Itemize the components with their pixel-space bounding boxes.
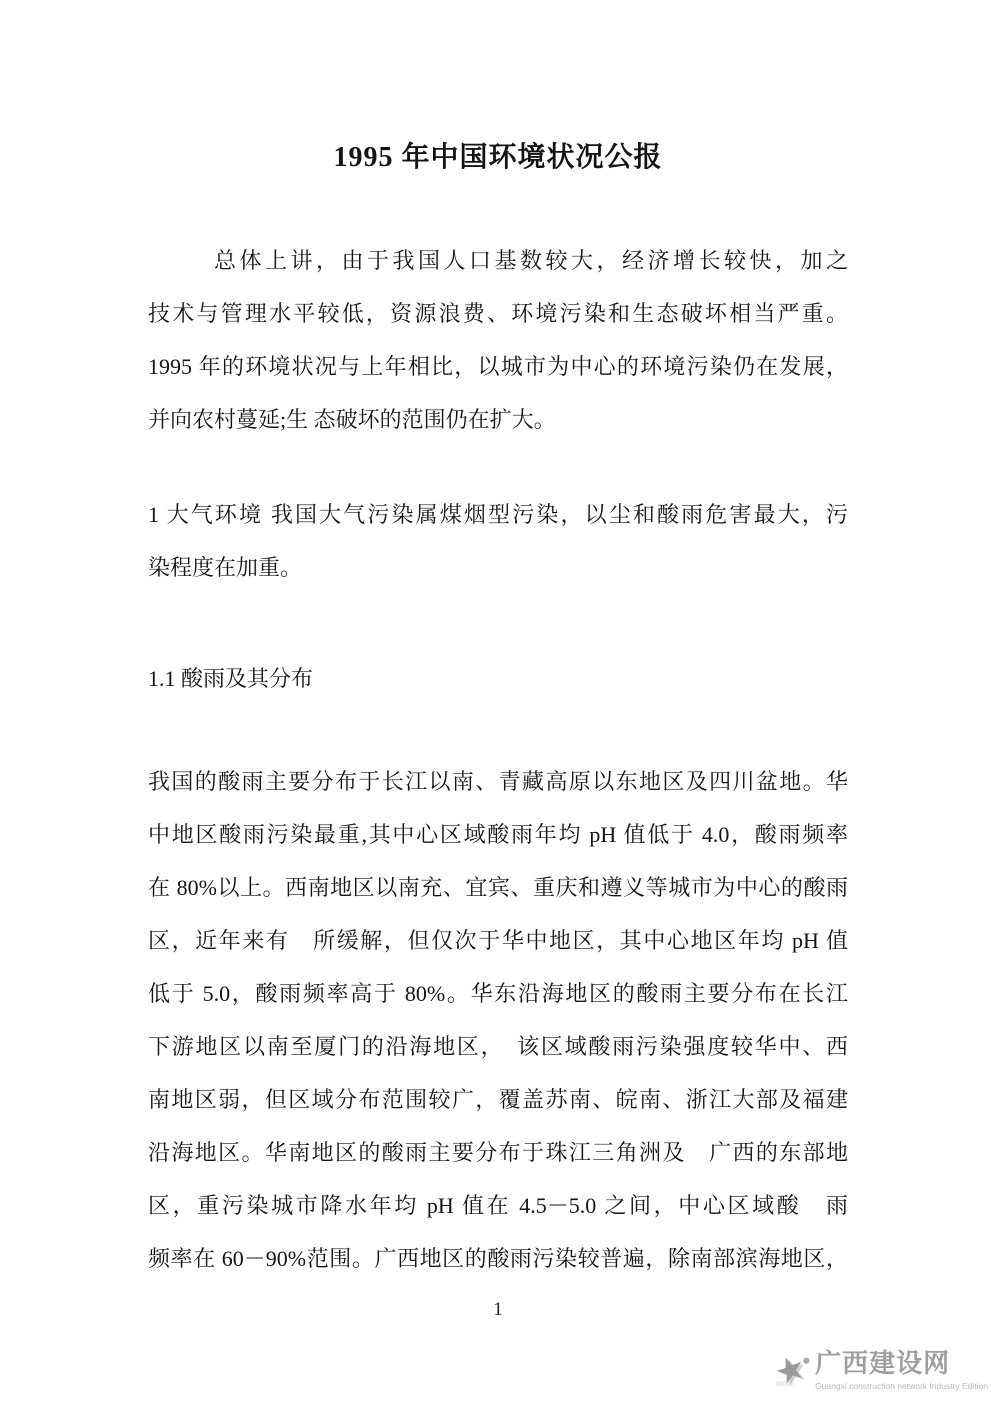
watermark-text [815, 1348, 988, 1391]
paragraph-atmosphere-section [148, 488, 848, 594]
logo-small-text: GCGCE [775, 1381, 795, 1388]
document-content [148, 0, 848, 1321]
text-line: 1995 年的环境状况与上年相比，以城市为中心的环境污染仍在发展， [148, 354, 848, 379]
heading-acid-rain-distribution: 1.1 酸雨及其分布 [148, 666, 314, 691]
text-line: 频率在 60－90%范围。广西地区的酸雨污染较普遍，除南部滨海地区， [148, 1246, 848, 1271]
text-line: 中地区酸雨污染最重,其中心区域酸雨年均 pH 值低于 4.0，酸雨频率 [148, 822, 848, 847]
text-line: 区，重污染城市降水年均 pH 值在 4.5－5.0 之间，中心区域酸 雨 [148, 1193, 848, 1218]
watermark-subtitle: Guangxi construction network Industry Edition [815, 1381, 988, 1391]
paragraph-overview [148, 234, 848, 446]
document-title: 1995 年中国环境状况公报 [333, 142, 663, 173]
text-line: 沿海地区。华南地区的酸雨主要分布于珠江三角洲及 广西的东部地 [148, 1140, 848, 1165]
text-line: 下游地区以南至厦门的沿海地区， 该区域酸雨污染强度较华中、西 [148, 1034, 848, 1059]
logo-dot [803, 1358, 809, 1364]
text-line: 技术与管理水平较低，资源浪费、环境污染和生态破坏相当严重。 [148, 301, 848, 326]
text-line: 在 80%以上。西南地区以南充、宜宾、重庆和遵义等城市为中心的酸雨 [148, 875, 848, 900]
star-icon [770, 1340, 813, 1402]
text-line: 低于 5.0，酸雨频率高于 80%。华东沿海地区的酸雨主要分布在长江 [148, 981, 848, 1006]
text-line: 南地区弱，但区域分布范围较广，覆盖苏南、皖南、浙江大部及福建 [148, 1087, 848, 1112]
text-line: 总体上讲，由于我国人口基数较大，经济增长较快，加之 [214, 248, 848, 273]
paragraph-acid-rain [148, 755, 848, 1285]
watermark-logo [770, 1340, 988, 1402]
text-line: 我国的酸雨主要分布于长江以南、青藏高原以东地区及四川盆地。华 [148, 769, 848, 794]
text-line: 区，近年来有 所缓解，但仅次于华中地区，其中心地区年均 pH 值 [148, 928, 848, 953]
text-line: 并向农村蔓延;生 态破坏的范围仍在扩大。 [148, 407, 556, 432]
page-number: 1 [493, 1299, 503, 1320]
text-line: 1 大气环境 我国大气污染属煤烟型污染，以尘和酸雨危害最大，污 [148, 502, 848, 527]
watermark-site-name: 广西建设网 [815, 1348, 951, 1378]
text-line: 染程度在加重。 [148, 555, 303, 580]
